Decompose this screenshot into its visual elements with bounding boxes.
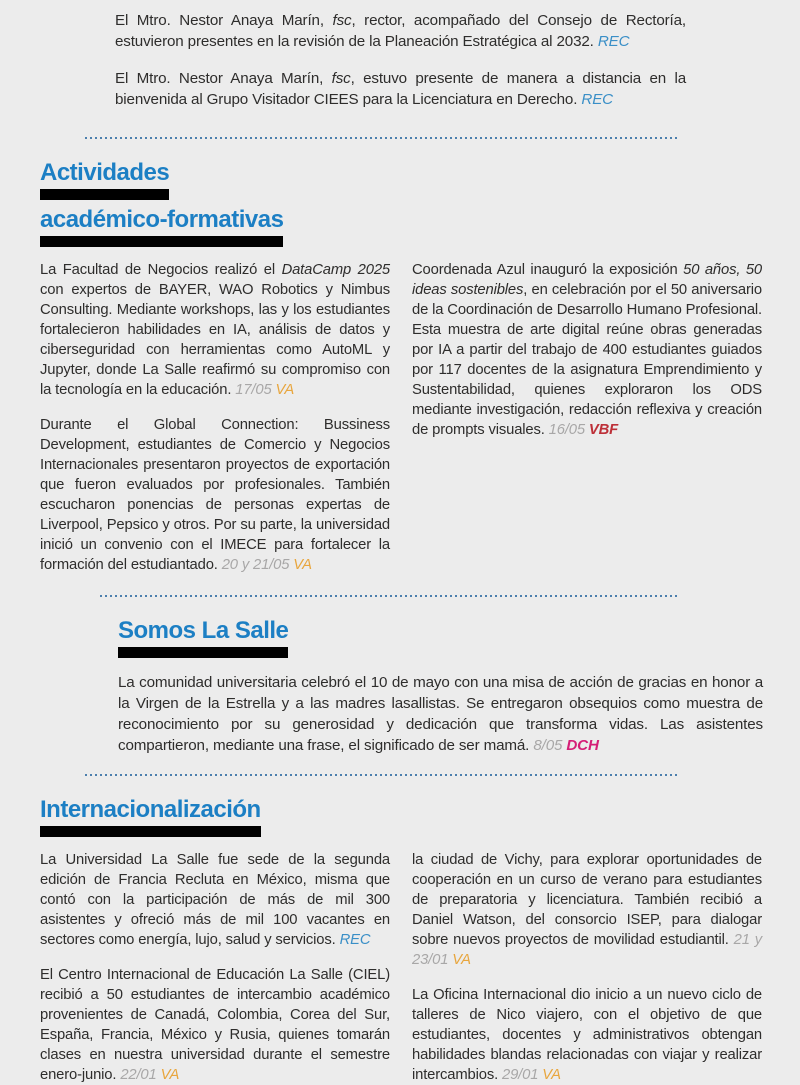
text-run: El Mtro. Nestor Anaya Marín, [115, 70, 332, 87]
text-run: La Oficina Internacional dio inicio a un nuevo ciclo de talleres de Nico viajero, con el objetivo de que estudiantes, docentes y administrativos obtengan habilidades blandas relacionadas con viajar y realizar intercambios. [412, 987, 762, 1083]
source-tag: VA [293, 557, 312, 573]
intro-paragraph [115, 10, 686, 52]
date-stamp: 22/01 [120, 1067, 161, 1083]
date-stamp: 16/05 [548, 422, 589, 438]
section-title: Internacionalización [40, 796, 261, 823]
section-heading-somos-la-salle [118, 618, 760, 658]
text-run: con expertos de BAYER, WAO Robotics y Nimbus Consulting. Mediante workshops, las y los estudiantes fortalecieron habilidades en IA, análisis de datos y ciberseguridad con herramientas como AutoML y Jupyter, donde La Salle reafirmó su compromiso con la tecnología en la educación. [40, 282, 390, 398]
source-tag: VA [542, 1067, 561, 1083]
text-run: La Facultad de Negocios realizó el [40, 262, 282, 278]
section-heading-internacionalizacion [40, 797, 760, 837]
date-stamp: 20 y 21/05 [221, 557, 294, 573]
section-title: académico-formativas [40, 206, 284, 233]
section-title: Somos La Salle [118, 617, 289, 644]
section-title: Actividades [40, 159, 170, 186]
text-run: , rector, acompañado del Consejo de Rectoría, estuvieron presentes en la revisión de la Planeación Estratégica al 2032. [115, 12, 686, 50]
source-tag: DCH [566, 737, 599, 754]
section-columns [40, 850, 762, 1085]
italic-text: DataCamp 2025 [281, 262, 390, 278]
source-tag: VBF [588, 422, 619, 438]
text-run: Coordenada Azul inauguró la exposición [412, 262, 684, 278]
paragraph [412, 850, 762, 970]
column-right [412, 850, 762, 1085]
heading-line [40, 797, 261, 837]
dashed-divider [100, 595, 678, 597]
text-run: , en celebración por el 50 aniversario de la Coordinación de Desarrollo Humano Profesional. Esta muestra de arte digital reúne obras generadas por IA a partir del trabajo de 400 estudiantes guiados por 117 docentes de la asignatura Emprendimiento y Sustentabilidad, quienes exploraron los ODS mediante investigación, redacción reflexiva y creación de prompts visuales. [412, 282, 762, 438]
date-stamp: 21 y 23/01 [412, 932, 762, 968]
source-tag: REC [597, 33, 630, 50]
text-run: El Mtro. Nestor Anaya Marín, [115, 12, 333, 29]
column-right [412, 260, 762, 575]
text-run: El Centro Internacional de Educación La Salle (CIEL) recibió a 50 estudiantes de intercambio académico provenientes de Canadá, Colombia, Corea del Sur, España, Francia, México y Rusia, quienes tomarán clases en nuestra universidad durante el semestre enero-junio. [40, 967, 390, 1083]
text-run: Durante el Global Connection: Bussiness Development, estudiantes de Comercio y Negocios Internacionales presentaron proyectos de exportación que fueron evaluados por profesionales. También escucharon ponencias de personas expertas de Liverpool, Pepsico y otros. Por su parte, la universidad inició un convenio con el IMECE para fortalecer la formación del estudiantado. [40, 417, 390, 573]
text-run: la ciudad de Vichy, para explorar oportunidades de cooperación en un curso de verano para estudiantes de preparatoria y licenciatura. También recibió a Daniel Watson, del consorcio ISEP, para dialogar sobre nuevos proyectos de movilidad estudiantil. [412, 852, 762, 948]
newsletter-page [0, 10, 800, 1083]
column-left [40, 260, 390, 575]
heading-underline-bar [40, 189, 169, 200]
section-heading-actividades [40, 160, 760, 247]
source-tag: REC [339, 932, 371, 948]
italic-text: 50 años, 50 ideas sostenibles [412, 262, 762, 298]
source-tag: VA [275, 382, 295, 398]
heading-line [40, 160, 169, 200]
intro-block [115, 10, 686, 110]
paragraph [412, 985, 762, 1085]
heading-underline-bar [118, 647, 288, 658]
paragraph [40, 965, 390, 1085]
date-stamp: 29/01 [502, 1067, 543, 1083]
heading-line [118, 618, 288, 658]
heading-underline-bar [40, 826, 261, 837]
paragraph [118, 672, 763, 756]
dashed-divider [85, 774, 678, 776]
paragraph [412, 260, 762, 440]
dashed-divider [85, 137, 678, 139]
intro-paragraph [115, 68, 686, 110]
source-tag: REC [581, 91, 613, 108]
italic-text: fsc [332, 12, 352, 29]
paragraph [40, 850, 390, 950]
section-columns [40, 260, 762, 575]
section-body [118, 672, 763, 756]
source-tag: VA [160, 1067, 180, 1083]
paragraph [40, 415, 390, 575]
source-tag: VA [452, 952, 471, 968]
text-run: La Universidad La Salle fue sede de la segunda edición de Francia Recluta en México, misma que contó con la participación de más de mil 300 asistentes y ofreció más de mil 100 vacantes en sectores como energía, lujo, salud y servicios. [40, 852, 390, 948]
text-run: , estuvo presente de manera a distancia en la bienvenida al Grupo Visitador CIEES para la Licenciatura en Derecho. [115, 70, 686, 108]
text-run: La comunidad universitaria celebró el 10 de mayo con una misa de acción de gracias en honor a la Virgen de la Estrella y a las madres lasallistas. Se entregaron obsequios como muestra de reconocimiento por su generosidad y dedicación que transforma vidas. Las asistentes compartieron, mediante una frase, el significado de ser mamá. [118, 674, 763, 754]
date-stamp: 8/05 [533, 737, 567, 754]
paragraph [40, 260, 390, 400]
date-stamp: 17/05 [235, 382, 276, 398]
column-left [40, 850, 390, 1085]
heading-underline-bar [40, 236, 283, 247]
italic-text: fsc [331, 70, 351, 87]
heading-line [40, 207, 283, 247]
